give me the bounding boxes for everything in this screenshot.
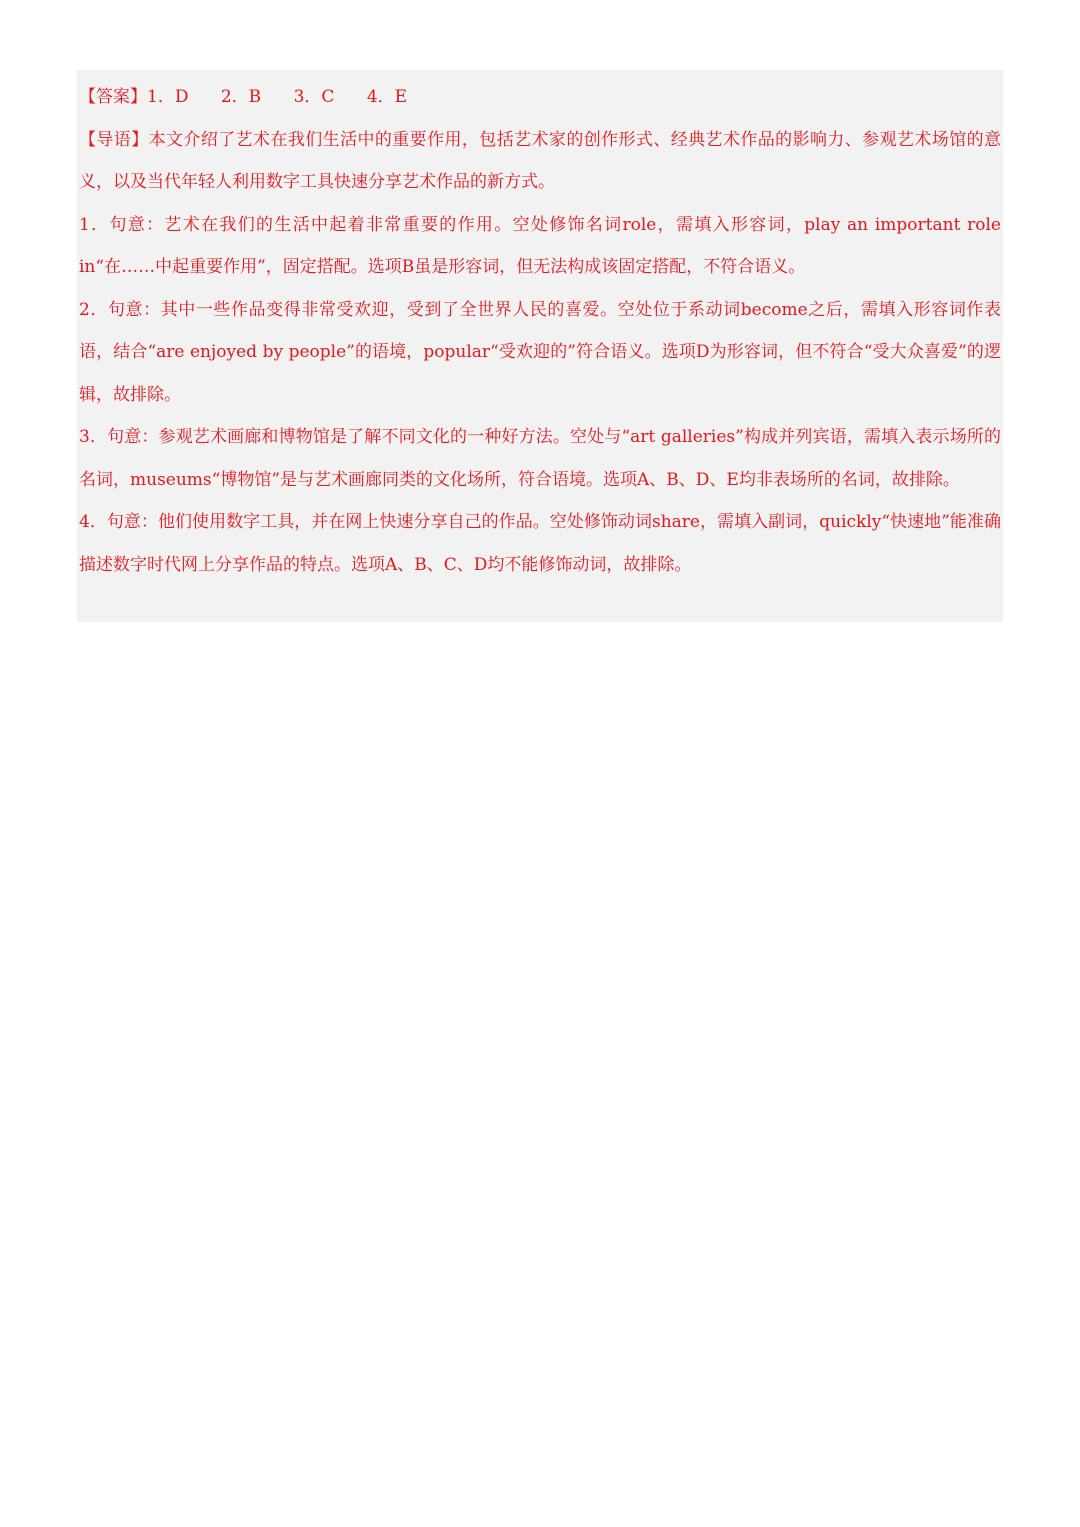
answer-tag: 【答案】 bbox=[79, 87, 147, 107]
explanation-1: 1．句意：艺术在我们的生活中起着非常重要的作用。空处修饰名词role，需填入形容词，play an important role in“在……中起重要作用”，固定搭配。选项B虽是形容词，但无法构成该固定搭配，不符合语义。 bbox=[79, 214, 1001, 277]
answer-text: 1．D 2．B 3．C 4．E bbox=[147, 87, 408, 107]
guide-paragraph bbox=[79, 119, 1001, 204]
answer-explanation-box bbox=[77, 70, 1003, 622]
explanation-3: 3．句意：参观艺术画廊和博物馆是了解不同文化的一种好方法。空处与“art galleries”构成并列宾语，需填入表示场所的名词，museums“博物馆”是与艺术画廊同类的文化场所，符合语境。选项A、B、D、E均非表场所的名词，故排除。 bbox=[79, 427, 1001, 490]
explanation-2: 2．句意：其中一些作品变得非常受欢迎，受到了全世界人民的喜爱。空处位于系动词become之后，需填入形容词作表语，结合“are enjoyed by people”的语境，popular“受欢迎的”符合语义。选项D为形容词，但不符合“受大众喜爱”的逻辑，故排除。 bbox=[79, 299, 1001, 405]
guide-tag: 【导语】 bbox=[79, 129, 149, 150]
guide-text: 本文介绍了艺术在我们生活中的重要作用，包括艺术家的创作形式、经典艺术作品的影响力、参观艺术场馆的意义，以及当代年轻人利用数字工具快速分享艺术作品的新方式。 bbox=[79, 129, 1002, 192]
answer-line bbox=[79, 76, 1001, 119]
explanation-4: 4．句意：他们使用数字工具，并在网上快速分享自己的作品。空处修饰动词share，需填入副词，quickly“快速地”能准确描述数字时代网上分享作品的特点。选项A、B、C、D均不能修饰动词，故排除。 bbox=[79, 512, 1001, 575]
